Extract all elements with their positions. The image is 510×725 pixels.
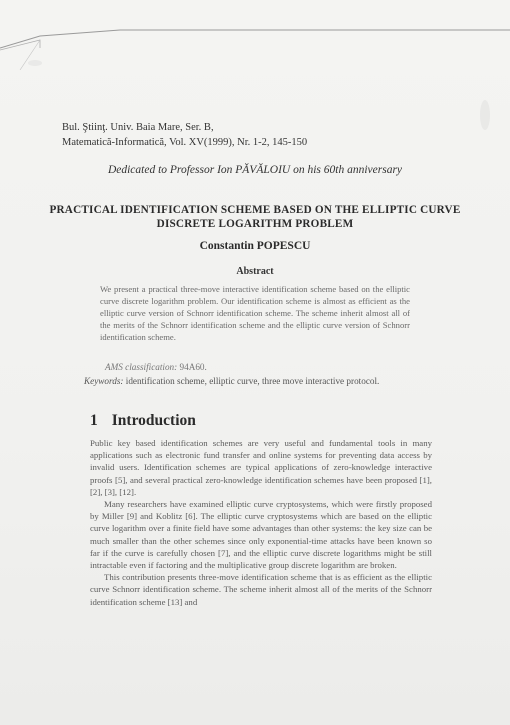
keywords-value: identification scheme, elliptic curve, three move interactive protocol. [125,376,380,386]
section-number: 1 [90,412,98,429]
ams-label: AMS classification: [105,362,178,372]
author-name: Constantin POPESCU [199,240,311,252]
keywords-label: Keywords: [84,376,124,386]
dedication: Dedicated to Professor Ion PĂVĂLOIU on his 60th anniversary [107,164,403,176]
section-heading-introduction [90,412,196,430]
ams-value: 94A60. [179,362,207,372]
introduction-body [90,437,432,608]
journal-header-line2: Matematică-Informatică, Vol. XV(1999), Nr. 1-2, 145-150 [62,137,308,148]
keywords [84,375,424,387]
journal-header-line1: Bul. Ştiinţ. Univ. Baia Mare, Ser. B, [62,122,214,133]
paragraph: Many researchers have examined elliptic curve cryptosystems, which were firstly proposed by Miller [9] and Koblitz [6]. The elliptic curve cryptosystems which are based on the elliptic curve logarithm over a finite field have some advantages than other systems: the key size can be much smaller than the other schemes since only exponential-time attacks have been known so far if the curve is carefully chosen [7], and the elliptic curve discrete logarithms might be still intractable even if factoring and the multiplicative group discrete logarithm are broken. [90,499,432,571]
paragraph: Public key based identification schemes are very useful and fundamental tools in many applications such as electronic fund transfer and online systems for preventing data access by invalid users. Identification schemes are typical applications of zero-knowledge interactive proofs [5], and several practical zero-knowledge identification schemes have been proposed [1], [2], [3], [12]. [90,438,432,497]
journal-header [62,120,307,150]
paper-title: PRACTICAL IDENTIFICATION SCHEME BASED ON THE ELLIPTIC CURVE DISCRETE LOGARITHM PROBLEM [49,204,461,230]
abstract-heading: Abstract [236,266,274,277]
abstract-body: We present a practical three-move interactive identification scheme based on the elliptic curve discrete logarithm problem. Our identification scheme is almost as efficient as the elliptic curve version of Schnorr identification scheme. The scheme inherit almost all of the merits of the Schnorr identification scheme and the elliptic curve version of Schnorr identification scheme. [100,284,410,342]
section-title: Introduction [111,412,196,429]
scan-edge-artifact [0,0,510,70]
scan-smudge [28,60,42,66]
paragraph: This contribution presents three-move identification scheme that is as efficient as the elliptic curve Schnorr identification scheme. The scheme inherit almost all of the merits of the Schnorr identification scheme [13] and [90,572,432,607]
scan-smudge [480,100,490,130]
ams-classification [105,362,207,372]
